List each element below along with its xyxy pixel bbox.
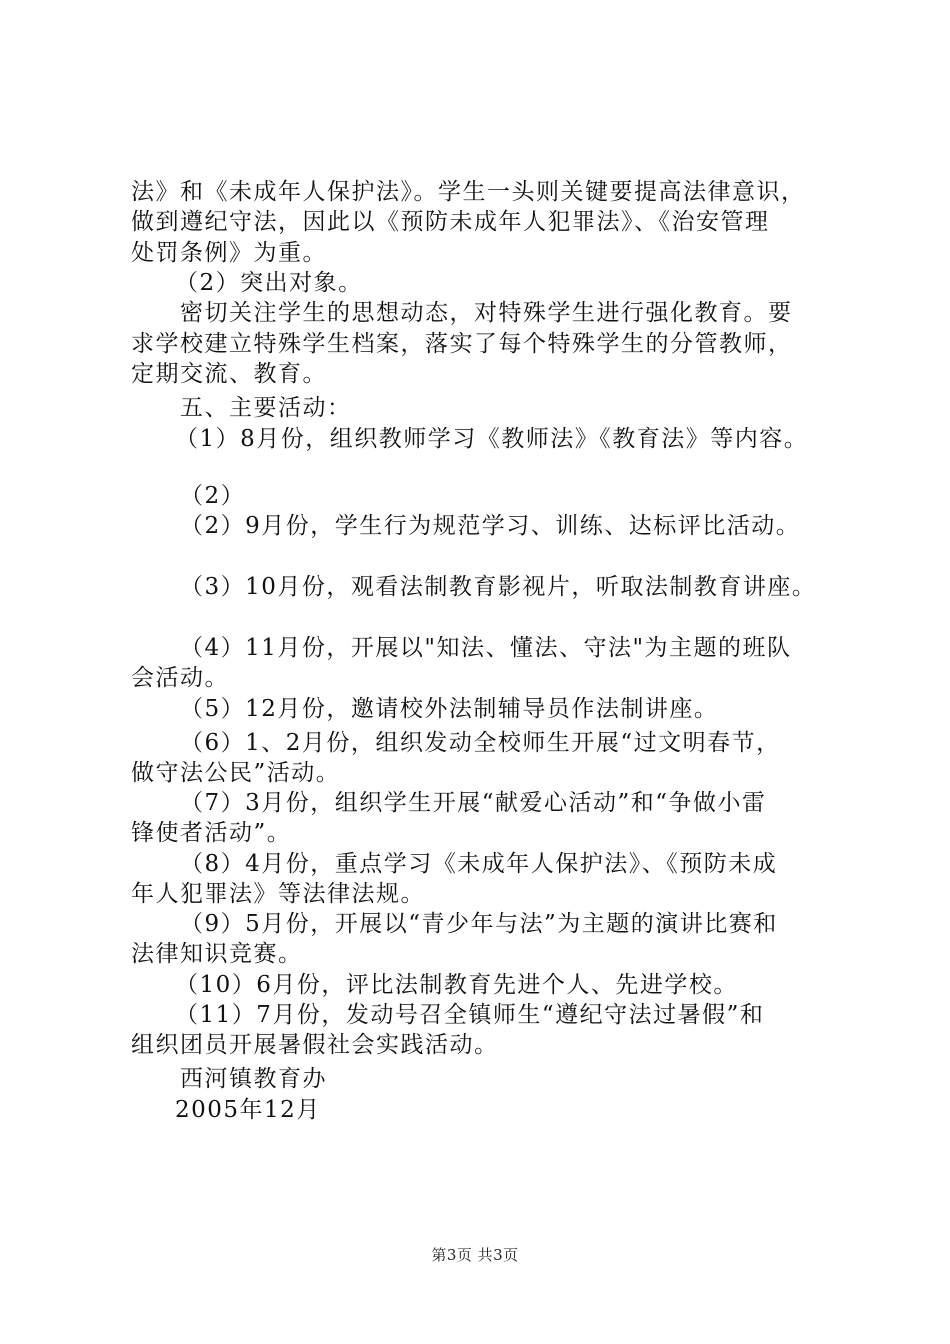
text-line: （5）12月份，邀请校外法制辅导员作法制讲座。	[180, 696, 719, 722]
text-line: 法律知识竞赛。	[131, 941, 303, 967]
text-line: 组织团员开展暑假社会实践活动。	[131, 1032, 499, 1058]
text-line: （10）6月份，评比法制教育先进个人、先进学校。	[175, 972, 738, 998]
text-line: （8）4月份，重点学习《未成年人保护法》、《预防未成	[180, 851, 778, 877]
text-line: （9）5月份，开展以“青少年与法”为主题的演讲比赛和	[180, 911, 778, 937]
text-line: （2）	[180, 483, 246, 509]
text-line: 做到遵纪守法，因此以《预防未成年人犯罪法》、《治安管理	[131, 209, 770, 235]
text-line: （3）10月份，观看法制教育影视片，听取法制教育讲座。	[180, 574, 817, 600]
text-line: 锋使者活动”。	[131, 820, 292, 846]
text-line: 会活动。	[131, 665, 229, 691]
section-heading: 五、主要活动：	[180, 395, 352, 421]
text-line: 做守法公民”活动。	[131, 760, 341, 786]
page-number: 第3页 共3页	[431, 1246, 519, 1264]
text-line: （4）11月份，开展以"知法、懂法、守法"为主题的班队	[180, 635, 792, 661]
signature-date: 2005年12月	[175, 1097, 321, 1123]
text-line: （11）7月份，发动号召全镇师生“遵纪守法过暑假”和	[175, 1002, 765, 1028]
text-line: 处罚条例》为重。	[131, 240, 327, 266]
text-line: 定期交流、教育。	[131, 361, 327, 387]
text-line: 年人犯罪法》等法律法规。	[131, 881, 425, 907]
text-line: （6）1、2月份，组织发动全校师生开展“过文明春节，	[180, 730, 781, 756]
text-line: 密切关注学生的思想动态，对特殊学生进行强化教育。要	[180, 300, 793, 326]
signature-org: 西河镇教育办	[180, 1066, 327, 1092]
text-line: （7）3月份，组织学生开展“献爱心活动”和“争做小雷	[180, 790, 767, 816]
text-line: （2）突出对象。	[175, 270, 363, 296]
text-line: 求学校建立特殊学生档案，落实了每个特殊学生的分管教师，	[131, 331, 793, 357]
text-line: （1）8月份，组织教师学习《教师法》《教育法》等内容。	[175, 426, 809, 452]
text-line: （2）9月份，学生行为规范学习、训练、达标评比活动。	[180, 513, 801, 539]
text-line: 法》和《未成年人保护法》。学生一头则关键要提高法律意识，	[131, 179, 806, 205]
